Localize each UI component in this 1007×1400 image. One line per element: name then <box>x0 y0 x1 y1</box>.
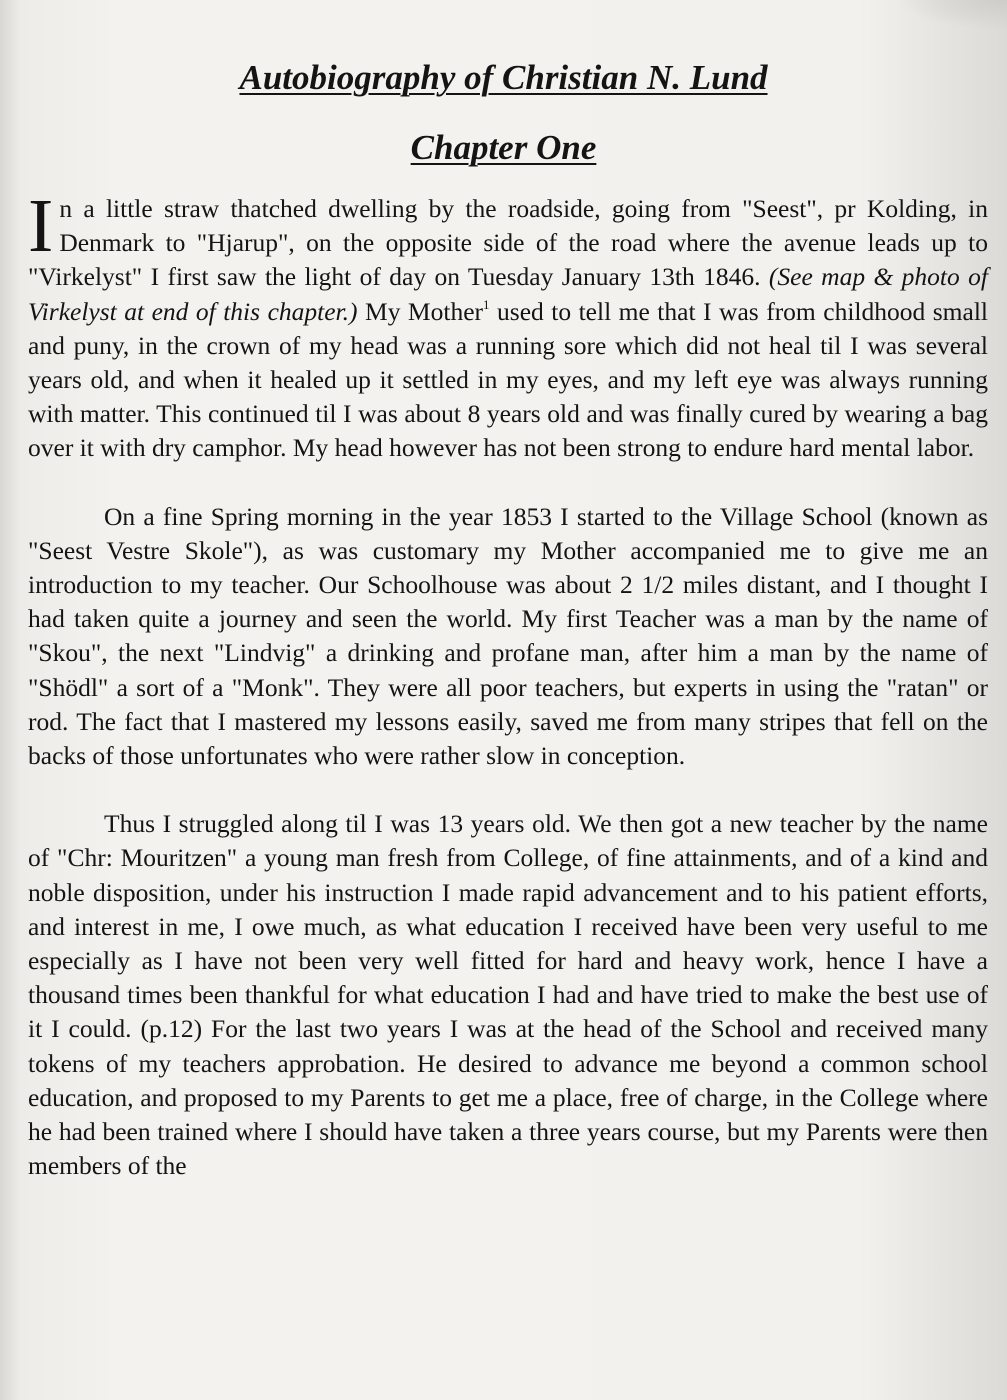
paragraph-1-text-a: n a little straw thatched dwelling by the roadside, going from "Seest", pr Kolding, in Denmark to "Hjarup", on the opposite side of the road where the avenue leads up to "Virkelyst" I first saw the light of day on Tuesday January 13th 1846. <box>28 194 988 292</box>
paragraph-1-text-b: My Mother <box>357 296 484 326</box>
chapter-heading: Chapter One <box>410 128 597 167</box>
page-corner-shadow <box>897 0 1007 30</box>
footnote-marker: 1 <box>483 296 490 312</box>
drop-cap: I <box>28 184 54 268</box>
paragraph-2: On a fine Spring morning in the year 1853 I started to the Village School (known as "Seest Vestre Skole"), as was customary my Mother accompanied me to give me an introduction to my teacher. Our Schoolhouse was about 2 1/2 miles distant, and I thought I had taken quite a journey and seen the world. My first Teacher was a man by the name of "Skou", the next "Lindvig" a drinking and profane man, after him a man by the name of "Shödl" a sort of a "Monk". They were all poor teachers, but experts in using the "ratan" or rod. The fact that I mastered my lessons easily, saved me from many stripes that fell on the backs of those unfortunates who were rather slow in conception. <box>28 501 988 771</box>
paragraph-1 <box>28 184 988 466</box>
document-title: Autobiography of Christian N. Lund <box>239 58 768 97</box>
paragraph-1-text-c: used to tell me that I was from childhood small and puny, in the crown of my head was a running sore which did not heal til I was several years old, and when it healed up it settled in my eyes, and my left eye was always running with matter. This continued til I was about 8 years old and was finally cured by wearing a bag over it with dry camphor. My head however has not been strong to endure hard mental labor. <box>28 296 988 463</box>
paragraph-1-italic-note: (See map & photo of Virkelyst at end of this chapter.) <box>28 262 988 326</box>
paragraph-3: Thus I struggled along til I was 13 years old. We then got a new teacher by the name of "Chr: Mouritzen" a young man fresh from College, of fine attainments, and of a kind and noble disposition, under his instruction I made rapid advancement and to his patient efforts, and interest in me, I owe much, as what education I received have been very useful to me especially as I have not been very well fitted for hard and heavy work, hence I have a thousand times been thankful for what education I had and have tried to make the best use of it I could. (p.12) For the last two years I was at the head of the School and received many tokens of my teachers approbation. He desired to advance me beyond a common school education, and proposed to my Parents to get me a place, free of charge, in the College where he had been trained where I should have taken a three years course, but my Parents were then members of the <box>28 809 988 1181</box>
document-body <box>28 184 988 1183</box>
